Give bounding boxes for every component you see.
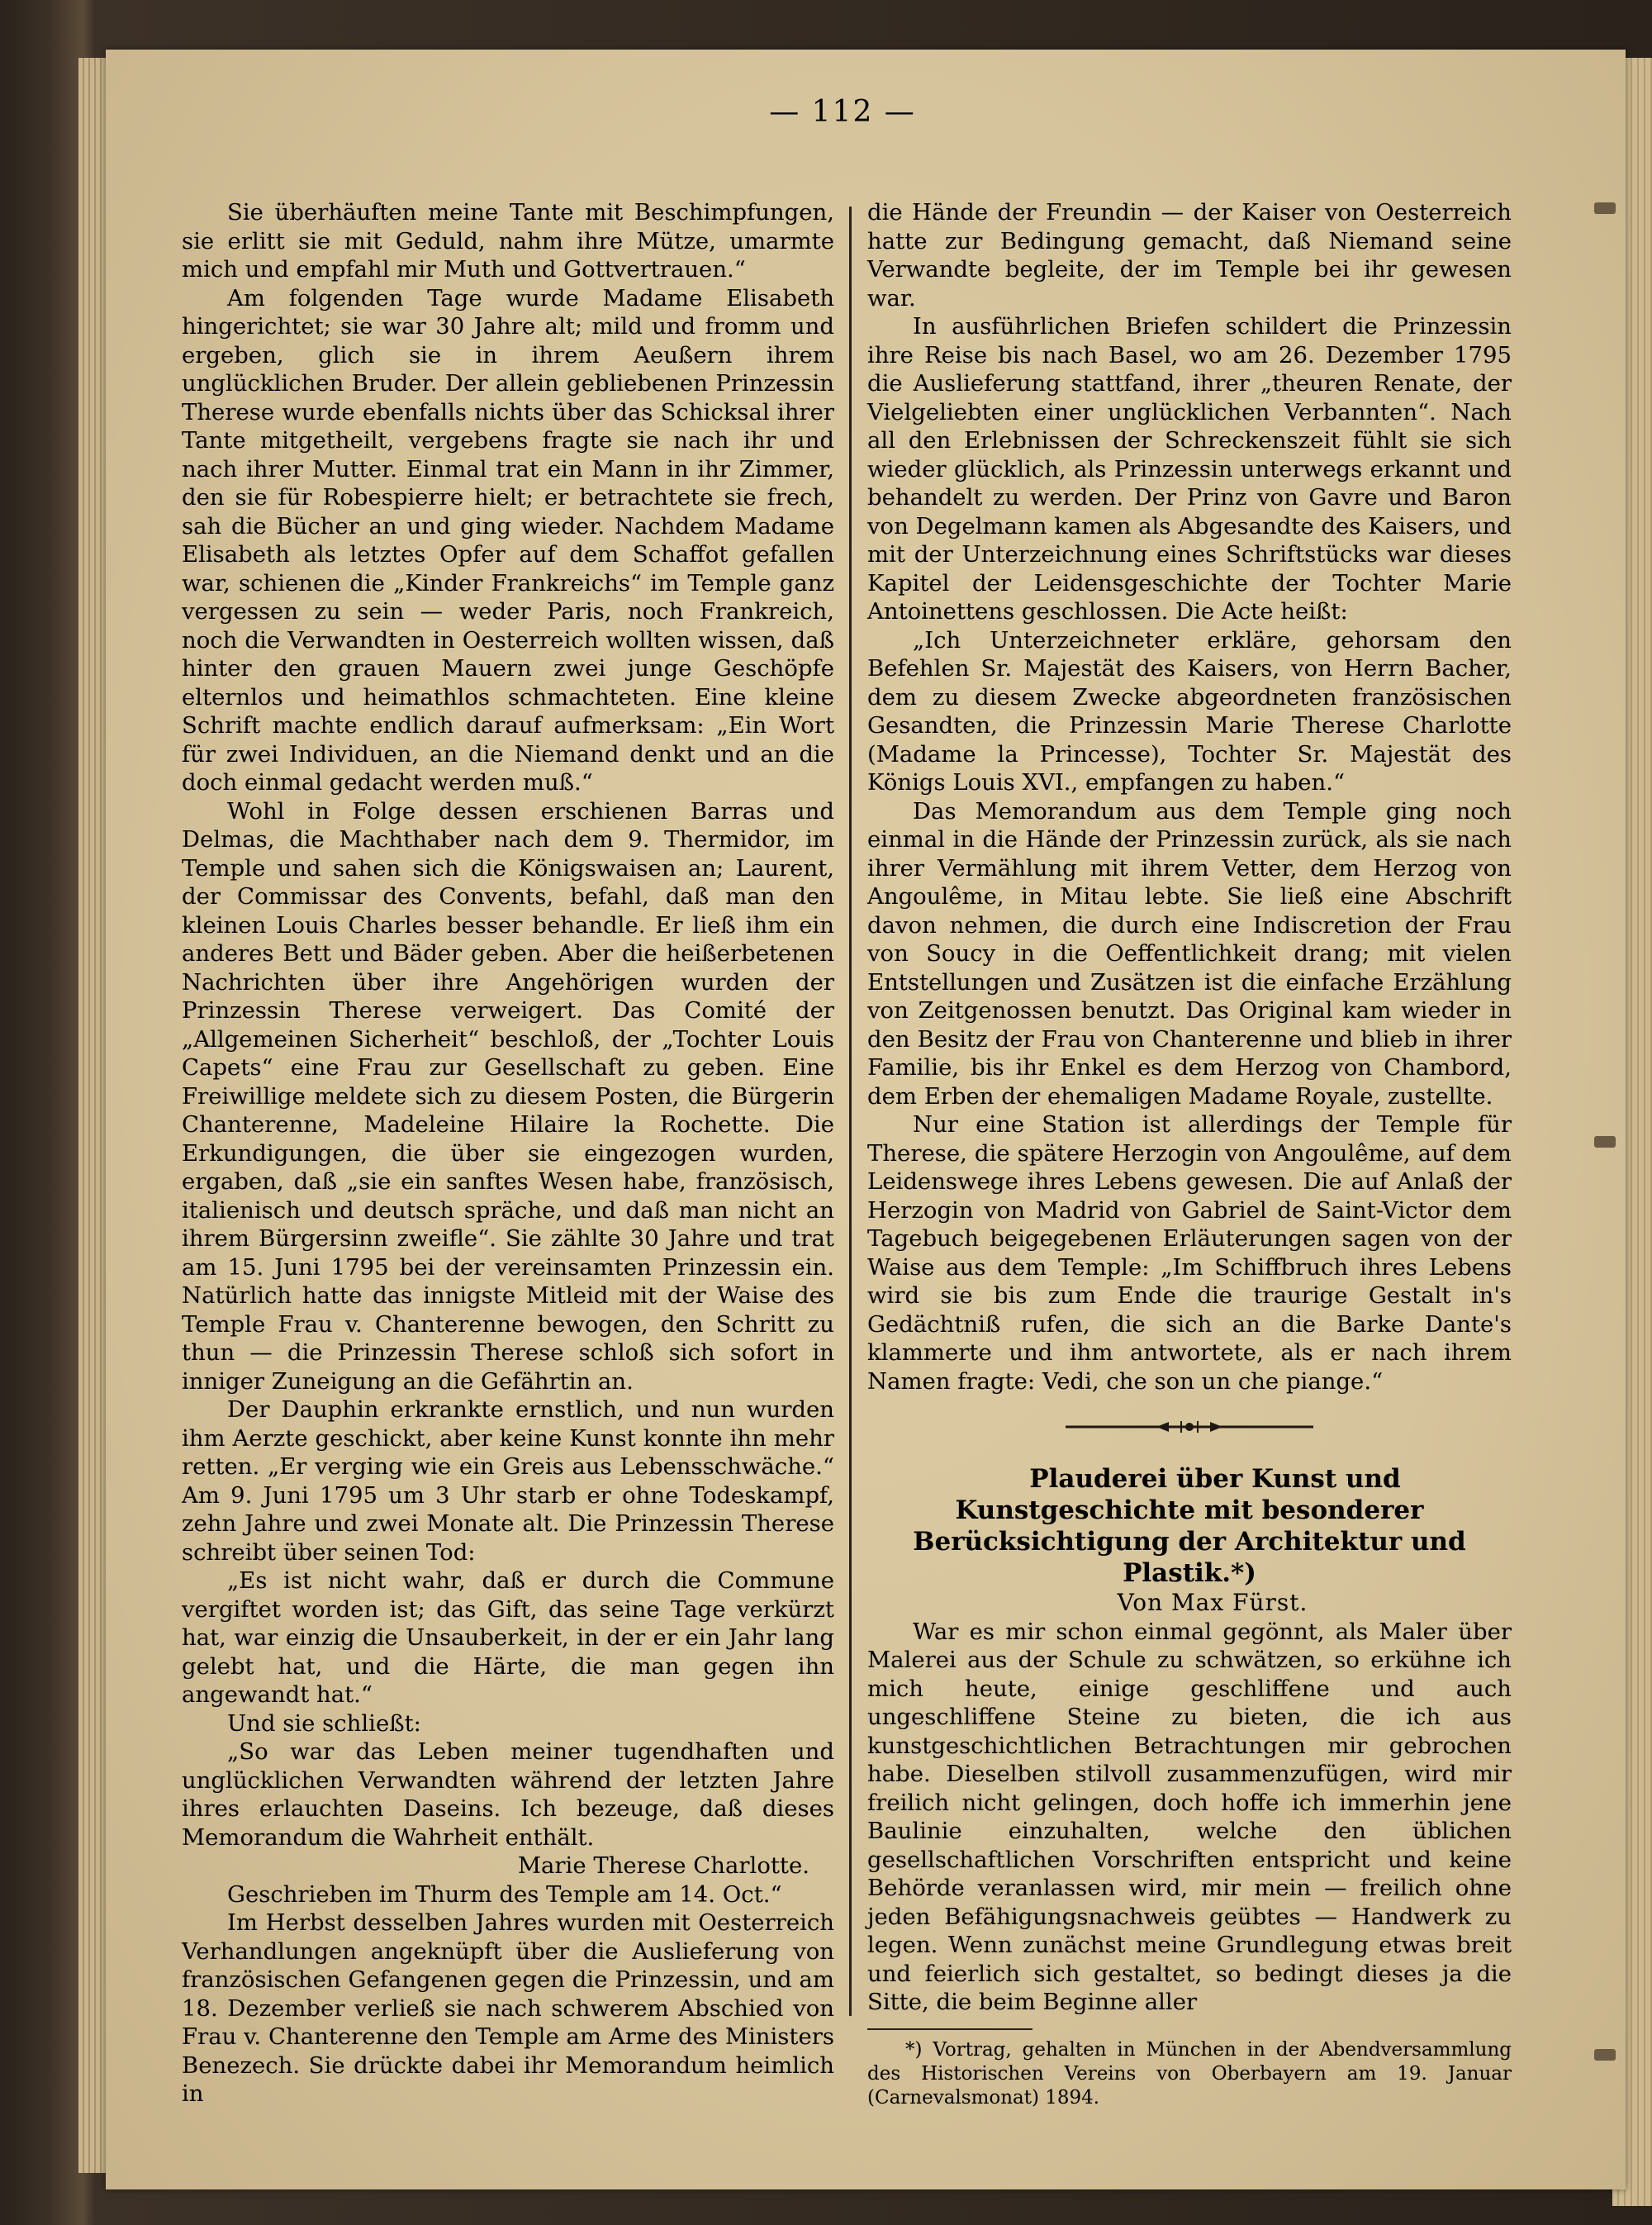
quote-paragraph: „Es ist nicht wahr, daß er durch die Commune vergiftet worden ist; das Gift, das seine Tage verkürzt hat, war einzig die Unsauberkeit, in der er ein Jahr lang gelebt hat, und die Härte, die man gegen ihn angewandt hat.“ [182,1567,834,1708]
page-number: — 112 — [769,95,916,129]
quote-paragraph: „Ich Unterzeichneter erkläre, gehorsam den Befehlen Sr. Majestät des Kaisers, von Herrn Bacher, dem zu diesem Zwecke abgeordneten französischen Gesandten, die Prinzessin Marie Therese Charlotte (Madame la Princesse), Tochter Sr. Majestät des Königs Louis XVI., empfangen zu haben.“ [867,626,1512,796]
binding-clip [1594,1136,1616,1148]
paragraph: Nur eine Station ist allerdings der Temple für Therese, die spätere Herzogin von Angoulême, auf dem Leidenswege ihres Lebens gewesen. Die auf Anlaß der Herzogin von Madrid von Gabriel de Saint-Victor dem Tagebuch beigegebenen Erläuterungen sagen von der Waise aus dem Temple: „Im Schiffbruch ihres Lebens wird sie bis zum Ende die traurige Gestalt in's Gedächtniß rufen, die sich an die Barke Dante's klammerte und ihm antwortete, als er nach ihrem Namen fragte: Vedi, che son un che piange.“ [867,1111,1512,1395]
paragraph: Der Dauphin erkrankte ernstlich, und nun wurden ihm Aerzte geschickt, aber keine Kunst konnte ihn mehr retten. „Er verging wie ein Greis aus Lebensschwäche.“ Am 9. Juni 1795 um 3 Uhr starb er ohne Todeskampf, zehn Jahre und zwei Monate alt. Die Prinzessin Therese schreibt über seinen Tod: [182,1396,834,1566]
signature-line: Marie Therese Charlotte. [517,1852,809,1879]
paragraph: Im Herbst desselben Jahres wurden mit Oesterreich Verhandlungen angeknüpft über die Auslieferung von französischen Gefangenen gegen die Prinzessin, und am 18. Dezember verließ sie nach schwerem Abschied von Frau v. Chanterenne den Temple am Arme des Ministers Benezech. Sie drückte dabei ihr Memorandum heimlich in [182,1909,834,2107]
section-body: War es mir schon einmal gegönnt, als Maler über Malerei aus der Schule zu schwätzen, so erkühne ich mich heute, einige geschliffene und auch ungeschliffene Steine zu bieten, die ich aus kunstgeschichtlichen Betrachtungen mir gebrochen habe. Dieselben stilvoll zusammenzufügen, wird mir freilich nicht gelingen, doch hoffe ich immerhin jene Baulinie einzuhalten, welche den üblichen gesellschaftlichen Vorschriften entspricht und keine Behörde veranlassen wird, mir mein — freilich ohne jeden Befähigungsnachweis geübtes — Handwerk zu legen. Wenn zunächst meine Grundlegung etwas breit und feierlich sich gestaltet, so bedingt dieses ja die Sitte, die beim Beginne aller [867,1618,1512,2015]
footnote-divider [867,2028,1032,2030]
section-byline: Von Max Fürst. [1117,1589,1308,1616]
section-ornament [867,1402,1512,1452]
paragraph: die Hände der Freundin — der Kaiser von Oesterreich hatte zur Bedingung gemacht, daß Niemand seine Verwandte begleite, der im Temple bei ihr gewesen war. [867,199,1512,311]
dateline: Geschrieben im Thurm des Temple am 14. Oct.“ [227,1880,782,1908]
paragraph: In ausführlichen Briefen schildert die Prinzessin ihre Reise bis nach Basel, wo am 26. Dezember 1795 die Auslieferung stattfand, ihrer „theuren Renate, der Vielgeliebten einer unglücklichen Verbannten“. Nach all den Erlebnissen der Schreckenszeit fühlt sie sich wieder glücklich, als Prinzessin unterwegs erkannt und behandelt zu werden. Der Prinz von Gavre und Baron von Degelmann kamen als Abgesandte des Kaisers, und mit der Unterzeichnung eines Schriftstücks war dieses Kapitel der Leidensgeschichte der Tochter Marie Antoinettens geschlossen. Die Acte heißt: [867,313,1512,625]
right-column [867,198,1512,2110]
paragraph: Am folgenden Tage wurde Madame Elisabeth hingerichtet; sie war 30 Jahre alt; mild und fromm und ergeben, glich sie in ihrem Aeußern ihrem unglücklichen Bruder. Der allein gebliebenen Prinzessin Therese wurde ebenfalls nichts über das Schicksal ihrer Tante mitgetheilt, vergebens fragte sie nach ihr und nach ihrer Mutter. Einmal trat ein Mann in ihr Zimmer, den sie für Robespierre hielt; er betrachtete sie frech, sah die Bücher an und ging wieder. Nachdem Madame Elisabeth als letztes Opfer auf dem Schaffot gefallen war, schienen die „Kinder Frankreichs“ im Temple ganz vergessen zu sein — weder Paris, noch Frankreich, noch die Verwandten in Oesterreich wollten wissen, daß hinter den grauen Mauern zwei junge Geschöpfe elternlos und heimathlos schmachteten. Eine kleine Schrift machte endlich darauf aufmerksam: „Ein Wort für zwei Individuen, an die Niemand denkt und an die doch einmal gedacht werden muß.“ [182,284,834,796]
footnote: *) Vortrag, gehalten in München in der Abendversammlung des Historischen Vereins von Oberbayern am 19. Januar (Carnevalsmonat) 1894. [867,2038,1512,2109]
paragraph: Und sie schließt: [227,1709,421,1737]
section-title: Plauderei über Kunst und Kunstgeschichte mit besonderer Berücksichtigung der Architektur und Plastik.*) [913,1464,1466,1588]
paragraph: Das Memorandum aus dem Temple ging noch einmal in die Hände der Prinzessin zurück, als sie nach ihrer Vermählung mit ihrem Vetter, dem Herzog von Angoulême, in Mitau lebte. Sie ließ eine Abschrift davon nehmen, die durch eine Indiscretion der Frau von Soucy in die Oeffentlichkeit drang; mit vielen Entstellungen und Zusätzen ist die einfache Erzählung von Zeitgenossen benutzt. Das Original kam wieder in den Besitz der Frau von Chanterenne und blieb in ihrer Familie, bis ihr Enkel es dem Herzog von Chambord, dem Erben der ehemaligen Madame Royale, zustellte. [867,797,1512,1110]
paragraph: Sie überhäuften meine Tante mit Beschimpfungen, sie erlitt sie mit Geduld, nahm ihre Mütze, umarmte mich und empfahl mir Muth und Gottvertrauen.“ [182,199,834,283]
quote-paragraph: „So war das Leben meiner tugendhaften und unglücklichen Verwandten während der letzten Jahre ihres erlauchten Daseins. Ich bezeuge, daß dieses Memorandum die Wahrheit enthält. [182,1738,834,1851]
ornament-rule-icon [1066,1419,1313,1435]
column-divider [849,207,852,2016]
binding-clip [1594,202,1616,214]
binding-clip [1594,2049,1616,2061]
paragraph: Wohl in Folge dessen erschienen Barras und Delmas, die Machthaber nach dem 9. Thermidor, im Temple und sahen sich die Königswaisen an; Laurent, der Commissar des Convents, befahl, daß man den kleinen Louis Charles besser behandle. Er ließ ihm ein anderes Bett und Bäder geben. Aber die heißerbetenen Nachrichten über ihre Angehörigen wurden der Prinzessin Therese verweigert. Das Comité der „Allgemeinen Sicherheit“ beschloß, der „Tochter Louis Capets“ eine Frau zur Gesellschaft zu geben. Eine Freiwillige meldete sich zu diesem Posten, die Bürgerin Chanterenne, Madeleine Hilaire la Rochette. Die Erkundigungen, die über sie eingezogen wurden, ergaben, daß „sie ein sanftes Wesen habe, französisch, italienisch und deutsch spräche, und daß man nicht an ihrem Bürgersinn zweifle“. Sie zählte 30 Jahre und trat am 15. Juni 1795 bei der vereinsamten Prinzessin ein. Natürlich hatte das innigste Mitleid mit der Waise des Temple Frau v. Chanterenne bewogen, den Schritt zu thun — die Prinzessin Therese schloß sich sofort in inniger Zuneigung an die Gefährtin an. [182,797,834,1395]
left-column [182,198,834,2109]
